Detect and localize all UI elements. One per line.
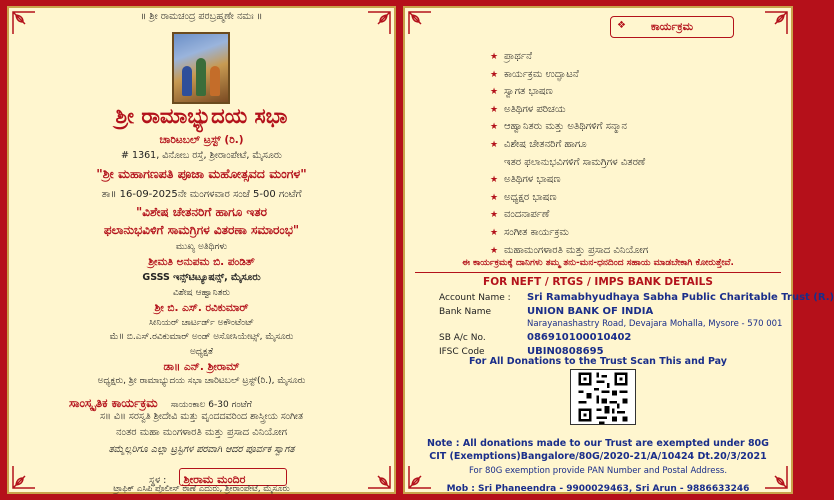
program-item: ★ ವಂದನಾರ್ಪಣೆ — [490, 206, 648, 224]
chief-guest-label: ಮುಖ್ಯ ಅತಿಥಿಗಳು — [175, 242, 228, 252]
program-title: ಕಾರ್ಯಕ್ರಮ — [650, 20, 694, 33]
contact-numbers: Mob : Sri Phaneendra - 9900029463, Sri Arun - 9886633246 — [446, 484, 750, 494]
program-title-box — [610, 16, 734, 38]
invitation-left-panel — [7, 6, 396, 494]
president-label: ಅಧ್ಯಕ್ಷತೆ — [190, 347, 213, 357]
invitation-right-panel — [403, 6, 834, 494]
special-invitee-role: ಸೀನಿಯರ್ ಚಾರ್ಟರ್ಡ್ ಅಕೌಂಟೆಂಟ್ — [149, 318, 254, 328]
chief-guest-name: ಶ್ರೀಮತಿ ಅನುಪಮ ಬಿ. ಪಂಡಿತ್ — [148, 256, 255, 268]
program-item: ★ ಮಹಾಮಂಗಳಾರತಿ ಮತ್ತು ಪ್ರಸಾದ ವಿನಿಯೋಗ — [490, 242, 648, 260]
mangala-line: ನಂತರ ಮಹಾ ಮಂಗಳಾರತಿ ಮತ್ತು ಪ್ರಸಾದ ವಿನಿಯೋಗ — [115, 427, 288, 438]
welcome-line: ತಮ್ಮೆಲ್ಲರಿಗೂ ಎಲ್ಲಾ ಟ್ರಸ್ಟಿಗಳ ಪರವಾಗಿ ಆದರ ಪೂರ್ವಕ ಸ್ವಾಗತ — [108, 444, 295, 455]
program-list — [490, 48, 648, 259]
star-icon: ★ — [490, 104, 499, 115]
cultural-detail: ಸ॥ ವಿ॥ ಸರಸ್ವತಿ ಶ್ರೀದೇವಿ ಮತ್ತು ವೃಂದದವರಿಂದ ಶಾಸ್ತ್ರೀಯ ಸಂಗೀತ — [100, 411, 303, 422]
program-item: ★ ಸ್ವಾಗತ ಭಾಷಣ — [490, 83, 648, 101]
star-icon: ★ — [490, 245, 499, 256]
special-event-line-2: ಫಲಾನುಭವಿಳಿಗೆ ಸಾಮಗ್ರಿಗಳ ವಿತರಣಾ ಸಮಾರಂಭ" — [103, 223, 300, 237]
invocation-line: ॥ ಶ್ರೀ ರಾಮಚಂದ್ರ ಪರಬ್ರಹ್ಮಣೇ ನಮಃ ॥ — [140, 11, 263, 22]
cultural-program-row — [69, 392, 252, 411]
corner-ornament-icon — [763, 10, 789, 36]
star-icon: ★ — [490, 87, 499, 98]
program-item: ★ ಅತಿಥಿಗಳ ಪರಿಚಯ — [490, 101, 648, 119]
event-title: "ಶ್ರೀ ಮಹಾಗಣಪತಿ ಪೂಜಾ ಮಹೋತ್ಸವದ ಮಂಗಳ" — [96, 166, 307, 181]
payment-qr-code[interactable] — [570, 369, 636, 425]
tax-note-line-1: Note : All donations made to our Trust are exempted under 80G — [427, 438, 769, 449]
chief-guest-org: GSSS ಇನ್ಸ್‌ಟಿಟ್ಯೂಷನ್ಸ್, ಮೈಸೂರು — [142, 272, 261, 283]
program-item: ★ ಅಧ್ಯಕ್ಷರ ಭಾಷಣ — [490, 189, 648, 207]
special-invitee-label: ವಿಶೇಷ ಆಹ್ವಾನಿತರು — [172, 288, 231, 298]
ornament-icon: ❖ — [617, 20, 626, 31]
bank-heading: FOR NEFT / RTGS / IMPS BANK DETAILS — [483, 276, 713, 288]
president-role: ಅಧ್ಯಕ್ಷರು, ಶ್ರೀ ರಾಮಾಭ್ಯುದಯ ಸಭಾ ಚಾರಿಟಬಲ್ ಟ್ರಸ್ಟ್(ರಿ.), ಮೈಸೂರು — [97, 376, 306, 386]
president-name: ಡಾ॥ ಎನ್. ಶ್ರೀರಾಮ್ — [163, 361, 240, 373]
account-number-row: SB A/c No. 086910100010402 — [439, 332, 632, 343]
program-item-continued: ಇತರ ಫಲಾನುಭವಿಗಳಿಗೆ ಸಾಮಗ್ರಿಗಳ ವಿತರಣೆ — [504, 156, 646, 168]
star-icon: ★ — [490, 227, 499, 238]
donation-appeal: ಈ ಕಾರ್ಯಕ್ರಮಕ್ಕೆ ದಾನಿಗಳು ತಮ್ಮ ತನು-ಮನ-ಧನದಿಂದ ಸಹಾಯ ಮಾಡಬೇಕಾಗಿ ಕೋರುತ್ತೇವೆ. — [462, 258, 734, 268]
venue-address: ಟ್ರಾಫಿಕ್ ಎಸಿಪಿ ಪೊಲೀಸ್ ಠಾಣೆ ಎದುರು, ಶ್ರೀರಾಂಪೇಟೆ, ಮೈಸೂರು — [113, 484, 290, 494]
special-event-line-1: "ವಿಶೇಷ ಚೇತನರಿಗೆ ಹಾಗೂ ಇತರ — [136, 205, 267, 219]
org-name: ಶ್ರೀ ರಾಮಾಭ್ಯುದಯ ಸಭಾ — [115, 104, 288, 128]
ifsc-row: IFSC Code UBIN0808695 — [439, 346, 604, 357]
account-name-row: Account Name : Sri Ramabhyudhaya Sabha Public Charitable Trust (R.) — [439, 292, 834, 303]
star-icon: ★ — [490, 210, 499, 221]
star-icon: ★ — [490, 192, 499, 203]
program-item: ★ ವಿಶೇಷ ಚೇತನರಿಗೆ ಹಾಗೂ — [490, 136, 648, 154]
cultural-time: ಸಾಯಂಕಾಲ 6-30 ಗಂಟೆಗೆ — [170, 400, 252, 410]
venue-label: ಸ್ಥಳ : — [149, 475, 167, 486]
program-item: ★ ಪ್ರಾರ್ಥನೆ — [490, 48, 648, 66]
scan-instruction: For All Donations to the Trust Scan This and Pay — [469, 356, 727, 367]
venue-name: ಶ್ರೀರಾಮ ಮಂದಿರ — [183, 473, 246, 486]
pan-instruction: For 80G exemption provide PAN Number and Postal Address. — [468, 466, 728, 476]
program-item: ★ ಆಹ್ವಾನಿತರು ಮತ್ತು ಅತಿಥಿಗಳಿಗೆ ಸನ್ಮಾನ — [490, 118, 648, 136]
bank-name-row: Bank Name UNION BANK OF INDIA — [439, 306, 654, 317]
bank-address: Narayanashastry Road, Devajara Mohalla, Mysore - 570 001 — [527, 319, 783, 329]
star-icon: ★ — [490, 122, 499, 133]
tax-note-line-2: CIT (Exemptions)Bangalore/80G/2020-21/A/10424 Dt.20/3/2021 — [429, 451, 767, 462]
corner-ornament-icon — [407, 10, 433, 36]
cultural-title: ಸಾಂಸ್ಕೃತಿಕ ಕಾರ್ಯಕ್ರಮ — [69, 396, 158, 410]
special-invitee-name: ಶ್ರೀ ಬಿ. ಎಸ್. ರವಿಕುಮಾರ್ — [154, 302, 249, 314]
deity-image — [172, 32, 230, 104]
star-icon: ★ — [490, 175, 499, 186]
event-date: ತಾ॥ 16-09-2025ನೇ ಮಂಗಳವಾರ ಸಂಜೆ 5-00 ಗಂಟೆಗೆ — [101, 189, 302, 200]
star-icon: ★ — [490, 69, 499, 80]
special-invitee-firm: ಮೆ॥ ಬಿ.ಎಸ್.ರವಿಕುಮಾರ್ ಅಂಡ್ ಅಸೋಸಿಯೇಟ್ಸ್, ಮೈಸೂರು — [109, 332, 294, 342]
org-subtitle: ಚಾರಿಟಬಲ್ ಟ್ರಸ್ಟ್ (ರಿ.) — [159, 134, 244, 146]
program-item: ★ ಕಾರ್ಯಕ್ರಮ ಉದ್ಘಾಟನೆ — [490, 66, 648, 84]
star-icon: ★ — [490, 52, 499, 62]
program-item: ★ ಅತಿಥಿಗಳ ಭಾಷಣ — [490, 171, 648, 189]
star-icon: ★ — [490, 139, 499, 150]
divider — [415, 272, 781, 273]
program-item: ★ ಸಂಗೀತ ಕಾರ್ಯಕ್ರಮ — [490, 224, 648, 242]
org-address: # 1361, ವಿನೋಬ ರಸ್ತೆ, ಶ್ರೀರಾಂಪೇಟೆ, ಮೈಸೂರು — [121, 150, 282, 161]
